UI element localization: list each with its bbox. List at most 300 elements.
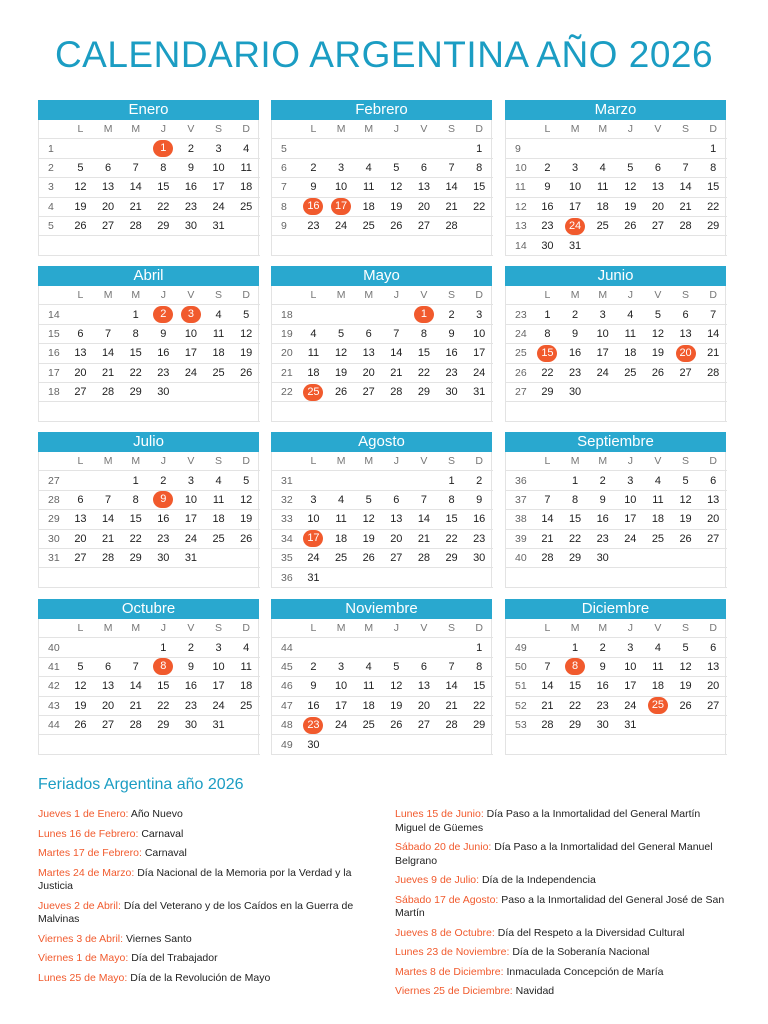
month-enero (38, 100, 259, 252)
day-cell: 24 (177, 529, 205, 548)
day-cell: 3 (327, 158, 355, 177)
week-number: 35 (272, 548, 300, 567)
weekday-header: S (438, 286, 466, 305)
day-cell: 2 (300, 657, 328, 676)
day-cell (150, 657, 178, 676)
holiday-date: Lunes 23 de Noviembre: (395, 946, 513, 958)
day-cell: 6 (67, 324, 95, 343)
day-cell: 21 (410, 529, 438, 548)
week-row (272, 490, 493, 509)
week-number: 15 (39, 324, 67, 343)
day-cell: 10 (589, 324, 617, 343)
day-cell: 5 (672, 471, 700, 490)
holiday-marker: 8 (565, 658, 585, 675)
day-cell: 22 (150, 197, 178, 216)
day-cell: 26 (67, 216, 95, 235)
weekday-header: M (589, 619, 617, 638)
weekday-header: L (67, 452, 95, 471)
week-number: 34 (272, 529, 300, 548)
day-cell: 10 (205, 158, 233, 177)
week-row (506, 677, 727, 696)
weekday-header: S (672, 619, 700, 638)
weekday-header: M (122, 120, 150, 139)
day-cell: 23 (150, 529, 178, 548)
day-cell: 18 (644, 677, 672, 696)
weekday-header: S (205, 619, 233, 638)
holiday-marker: 1 (153, 140, 173, 157)
day-cell (410, 471, 438, 490)
day-cell: 10 (205, 657, 233, 676)
week-row (272, 305, 493, 324)
day-cell: 9 (534, 178, 562, 197)
day-cell: 20 (94, 696, 122, 715)
week-number: 30 (39, 529, 67, 548)
day-cell: 20 (410, 696, 438, 715)
day-cell: 6 (94, 657, 122, 676)
holiday-item (395, 894, 725, 921)
day-cell (644, 236, 672, 255)
week-row (272, 344, 493, 363)
weekday-header: J (383, 120, 411, 139)
day-cell: 30 (300, 735, 328, 754)
day-cell (94, 638, 122, 657)
day-cell: 8 (561, 490, 589, 509)
day-cell: 26 (383, 715, 411, 734)
day-cell: 28 (699, 363, 727, 382)
week-number: 44 (39, 715, 67, 734)
holiday-item (38, 808, 368, 822)
week-row (39, 715, 260, 734)
day-cell: 28 (438, 715, 466, 734)
day-cell (534, 638, 562, 657)
day-cell: 2 (589, 638, 617, 657)
holiday-marker: 20 (676, 345, 696, 362)
day-cell: 2 (561, 305, 589, 324)
day-cell: 1 (561, 471, 589, 490)
day-cell: 12 (67, 178, 95, 197)
day-cell (232, 548, 260, 567)
day-cell (644, 715, 672, 734)
weekday-header: V (177, 120, 205, 139)
day-cell: 23 (589, 529, 617, 548)
day-cell (232, 216, 260, 235)
week-row (272, 657, 493, 676)
day-cell (561, 139, 589, 158)
week-row (272, 510, 493, 529)
day-cell: 6 (699, 471, 727, 490)
week-row (506, 305, 727, 324)
day-cell: 16 (589, 510, 617, 529)
day-cell: 22 (410, 363, 438, 382)
weekday-header: L (534, 120, 562, 139)
day-cell: 13 (67, 344, 95, 363)
day-cell: 12 (327, 344, 355, 363)
week-number: 19 (272, 324, 300, 343)
day-cell: 22 (561, 696, 589, 715)
weekday-header: D (699, 120, 727, 139)
day-cell (355, 471, 383, 490)
weekday-header: M (122, 452, 150, 471)
day-cell: 13 (94, 178, 122, 197)
day-cell: 19 (383, 197, 411, 216)
month-table (39, 120, 260, 256)
weekday-header: S (205, 120, 233, 139)
day-cell (589, 382, 617, 401)
day-cell: 10 (327, 677, 355, 696)
weekday-header: M (589, 286, 617, 305)
day-cell: 14 (410, 510, 438, 529)
day-cell: 12 (355, 510, 383, 529)
weekday-header: D (232, 619, 260, 638)
day-cell: 7 (94, 324, 122, 343)
day-cell: 24 (300, 548, 328, 567)
day-cell: 23 (438, 363, 466, 382)
day-cell: 24 (465, 363, 493, 382)
day-cell (205, 382, 233, 401)
day-cell: 26 (327, 382, 355, 401)
week-row (39, 548, 260, 567)
day-cell: 14 (438, 677, 466, 696)
day-cell: 19 (327, 363, 355, 382)
week-number: 5 (39, 216, 67, 235)
weekday-header: M (561, 120, 589, 139)
day-cell: 29 (122, 382, 150, 401)
day-cell: 22 (534, 363, 562, 382)
day-cell: 29 (561, 548, 589, 567)
day-cell: 9 (300, 178, 328, 197)
day-cell: 29 (438, 548, 466, 567)
day-cell: 29 (122, 548, 150, 567)
month-name: Julio (38, 432, 259, 452)
day-cell: 18 (300, 363, 328, 382)
week-row (39, 158, 260, 177)
day-cell: 7 (383, 324, 411, 343)
week-number: 41 (39, 657, 67, 676)
week-number: 42 (39, 677, 67, 696)
day-cell: 13 (644, 178, 672, 197)
day-cell: 31 (205, 715, 233, 734)
day-cell (699, 382, 727, 401)
week-number: 10 (506, 158, 534, 177)
weekday-header: L (534, 452, 562, 471)
day-cell: 8 (150, 158, 178, 177)
week-number: 3 (39, 178, 67, 197)
day-cell: 13 (410, 677, 438, 696)
day-cell: 17 (617, 677, 645, 696)
day-cell: 7 (672, 158, 700, 177)
day-cell: 1 (122, 305, 150, 324)
month-abril (38, 266, 259, 418)
holidays-list-left (38, 808, 368, 991)
week-row (506, 510, 727, 529)
weekday-header: M (122, 286, 150, 305)
day-cell (699, 715, 727, 734)
weekday-header: M (561, 619, 589, 638)
day-cell (300, 529, 328, 548)
day-cell: 11 (232, 657, 260, 676)
day-cell (327, 139, 355, 158)
day-cell (438, 568, 466, 587)
week-row (39, 471, 260, 490)
day-cell (355, 568, 383, 587)
weekday-header: S (438, 619, 466, 638)
weekday-header: D (232, 120, 260, 139)
day-cell (644, 139, 672, 158)
week-number: 49 (506, 638, 534, 657)
holiday-marker: 25 (303, 384, 323, 401)
day-cell: 14 (94, 344, 122, 363)
weekday-header: J (617, 120, 645, 139)
day-cell: 19 (617, 197, 645, 216)
holidays-list-right (395, 808, 725, 1005)
month-name: Enero (38, 100, 259, 120)
week-number: 25 (506, 344, 534, 363)
day-cell (410, 139, 438, 158)
day-cell: 6 (644, 158, 672, 177)
day-cell: 1 (699, 139, 727, 158)
day-cell: 26 (67, 715, 95, 734)
day-cell: 27 (94, 216, 122, 235)
day-cell: 16 (300, 696, 328, 715)
day-cell: 9 (589, 657, 617, 676)
day-cell: 1 (561, 638, 589, 657)
day-cell: 7 (122, 657, 150, 676)
day-cell (410, 305, 438, 324)
day-cell (300, 715, 328, 734)
day-cell: 5 (67, 657, 95, 676)
day-cell: 28 (410, 548, 438, 567)
day-cell: 21 (534, 529, 562, 548)
day-cell (122, 139, 150, 158)
weekday-header: V (177, 286, 205, 305)
weekday-header: D (232, 452, 260, 471)
day-cell: 4 (617, 305, 645, 324)
day-cell: 7 (534, 657, 562, 676)
week-row (506, 139, 727, 158)
holiday-name: Día Paso a la Inmortalidad del General Martín Miguel de Güemes (395, 808, 701, 834)
day-cell: 8 (465, 657, 493, 676)
month-table (39, 452, 260, 588)
week-row (39, 216, 260, 235)
month-agosto (271, 432, 492, 584)
day-cell: 20 (67, 363, 95, 382)
day-cell (150, 139, 178, 158)
weekday-header: V (644, 619, 672, 638)
day-cell: 2 (177, 139, 205, 158)
day-cell: 25 (232, 696, 260, 715)
day-cell: 5 (232, 305, 260, 324)
week-row (506, 490, 727, 509)
week-row (506, 178, 727, 197)
day-cell: 6 (699, 638, 727, 657)
month-name: Noviembre (271, 599, 492, 619)
day-cell (300, 305, 328, 324)
day-cell (327, 638, 355, 657)
month-table (272, 120, 493, 256)
day-cell: 10 (327, 178, 355, 197)
weekday-header: M (327, 619, 355, 638)
day-cell (177, 382, 205, 401)
day-cell: 21 (122, 197, 150, 216)
month-mayo (271, 266, 492, 418)
day-cell: 12 (232, 324, 260, 343)
day-cell: 12 (383, 178, 411, 197)
day-cell: 3 (617, 471, 645, 490)
day-cell (383, 638, 411, 657)
holiday-marker: 23 (303, 717, 323, 734)
day-cell: 29 (150, 715, 178, 734)
day-cell: 21 (94, 529, 122, 548)
month-name: Abril (38, 266, 259, 286)
day-cell: 23 (177, 197, 205, 216)
weekday-header: L (67, 120, 95, 139)
day-cell (383, 735, 411, 754)
day-cell: 24 (589, 363, 617, 382)
day-cell: 24 (177, 363, 205, 382)
month-table (272, 452, 493, 588)
day-cell (67, 305, 95, 324)
day-cell (561, 657, 589, 676)
week-number: 36 (272, 568, 300, 587)
week-row (272, 638, 493, 657)
week-row (272, 471, 493, 490)
holiday-name: Día del Trabajador (131, 952, 218, 964)
week-number: 31 (39, 548, 67, 567)
day-cell: 9 (177, 158, 205, 177)
day-cell (672, 548, 700, 567)
weekday-header: L (300, 286, 328, 305)
day-cell: 9 (438, 324, 466, 343)
day-cell: 26 (383, 216, 411, 235)
day-cell: 7 (534, 490, 562, 509)
day-cell: 20 (699, 677, 727, 696)
day-cell: 13 (672, 324, 700, 343)
day-cell (589, 139, 617, 158)
day-cell: 16 (177, 677, 205, 696)
weekday-header: S (672, 120, 700, 139)
day-cell: 7 (94, 490, 122, 509)
week-number: 53 (506, 715, 534, 734)
holiday-item (38, 952, 368, 966)
holiday-name: Día del Veterano y de los Caídos en la Guerra de Malvinas (38, 899, 354, 925)
holiday-item (395, 841, 725, 868)
holiday-item (395, 808, 725, 835)
day-cell: 28 (438, 216, 466, 235)
day-cell: 11 (232, 158, 260, 177)
day-cell: 11 (617, 324, 645, 343)
day-cell: 10 (300, 510, 328, 529)
day-cell: 16 (465, 510, 493, 529)
day-cell: 24 (205, 197, 233, 216)
holiday-date: Jueves 2 de Abril: (38, 899, 124, 912)
holiday-item (395, 985, 725, 999)
day-cell: 21 (672, 197, 700, 216)
weekday-header: M (327, 452, 355, 471)
day-cell: 5 (383, 158, 411, 177)
day-cell: 30 (561, 382, 589, 401)
day-cell: 14 (699, 324, 727, 343)
day-cell: 4 (205, 305, 233, 324)
day-cell: 12 (67, 677, 95, 696)
day-cell: 11 (644, 657, 672, 676)
day-cell (94, 139, 122, 158)
day-cell: 2 (534, 158, 562, 177)
day-cell: 17 (561, 197, 589, 216)
weekday-header: J (383, 619, 411, 638)
day-cell (644, 696, 672, 715)
day-cell: 14 (672, 178, 700, 197)
week-number: 22 (272, 382, 300, 401)
weekday-header: D (465, 619, 493, 638)
day-cell: 4 (300, 324, 328, 343)
weekday-header: L (534, 286, 562, 305)
week-row (506, 158, 727, 177)
holiday-item (38, 933, 368, 947)
day-cell: 5 (617, 158, 645, 177)
day-cell: 30 (150, 382, 178, 401)
day-cell: 19 (672, 677, 700, 696)
day-cell: 25 (327, 548, 355, 567)
day-cell: 8 (465, 158, 493, 177)
day-cell: 6 (94, 158, 122, 177)
day-cell: 2 (300, 158, 328, 177)
day-cell: 23 (561, 363, 589, 382)
day-cell: 16 (150, 510, 178, 529)
day-cell: 15 (410, 344, 438, 363)
day-cell: 17 (327, 696, 355, 715)
holiday-date: Martes 24 de Marzo: (38, 866, 138, 879)
weekday-header: V (177, 619, 205, 638)
day-cell: 4 (327, 490, 355, 509)
day-cell (327, 735, 355, 754)
week-row (39, 305, 260, 324)
day-cell (617, 382, 645, 401)
day-cell (300, 139, 328, 158)
weekday-header: V (644, 286, 672, 305)
day-cell: 1 (534, 305, 562, 324)
day-cell: 28 (534, 715, 562, 734)
week-number: 28 (39, 490, 67, 509)
day-cell: 12 (672, 490, 700, 509)
week-number: 21 (272, 363, 300, 382)
month-table (39, 619, 260, 755)
week-number: 45 (272, 657, 300, 676)
holiday-item (38, 828, 368, 842)
day-cell (410, 735, 438, 754)
day-cell: 10 (617, 657, 645, 676)
day-cell: 18 (205, 510, 233, 529)
month-name: Septiembre (505, 432, 726, 452)
week-row (506, 657, 727, 676)
day-cell: 3 (465, 305, 493, 324)
day-cell: 27 (672, 363, 700, 382)
day-cell: 20 (410, 197, 438, 216)
day-cell: 21 (94, 363, 122, 382)
weekday-header: S (205, 452, 233, 471)
day-cell: 18 (617, 344, 645, 363)
day-cell: 25 (232, 197, 260, 216)
week-row (506, 382, 727, 401)
weekday-header: M (355, 452, 383, 471)
week-row (272, 548, 493, 567)
day-cell: 15 (438, 510, 466, 529)
day-cell: 14 (122, 178, 150, 197)
weekday-header: L (300, 452, 328, 471)
day-cell (383, 568, 411, 587)
month-table (506, 619, 727, 755)
day-cell: 18 (327, 529, 355, 548)
weekday-header: S (438, 452, 466, 471)
